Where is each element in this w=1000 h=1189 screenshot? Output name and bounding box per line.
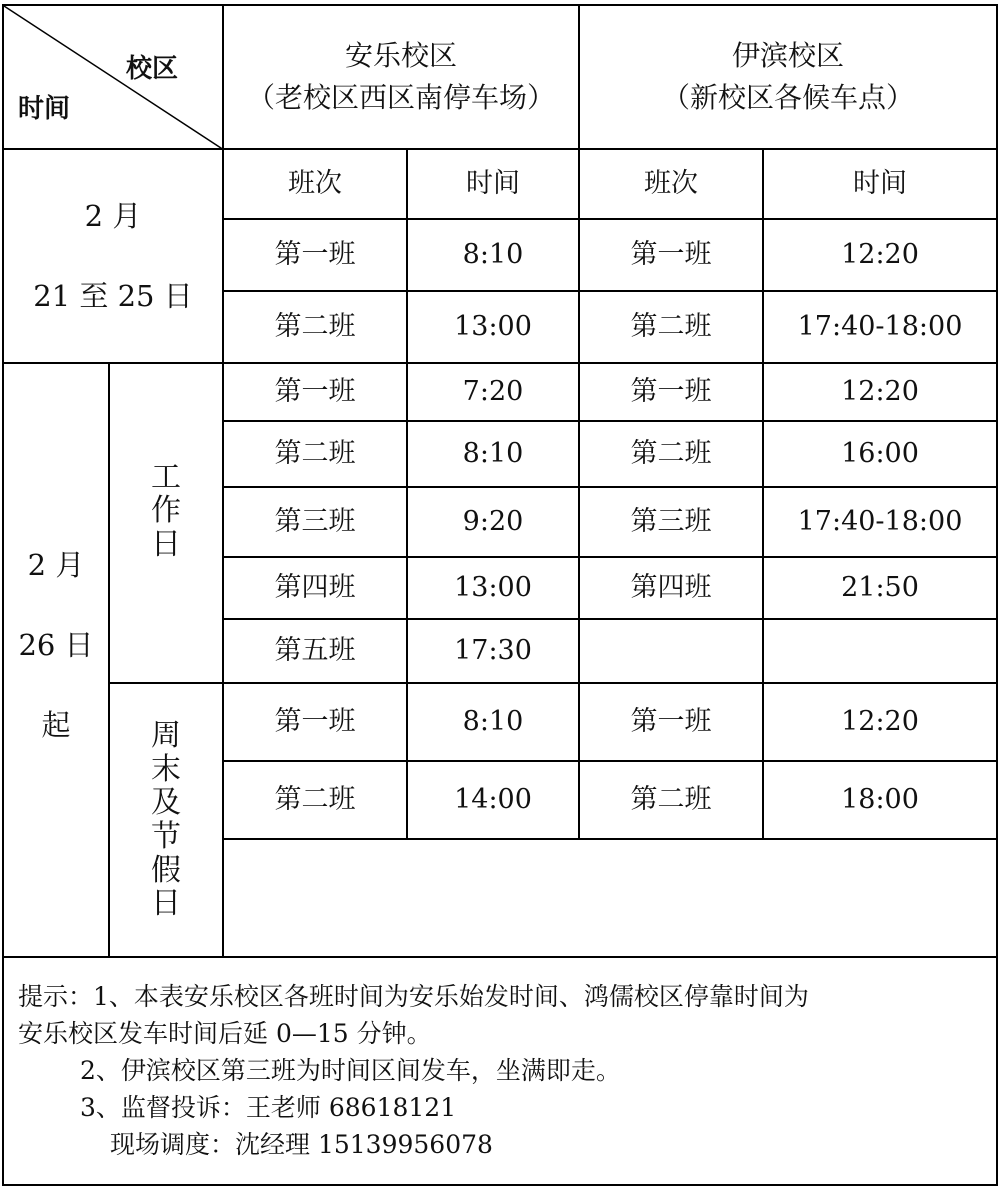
shift-a: 第二班 (274, 311, 356, 343)
note-line: 现场调度：沈经理 15139956078 (110, 1130, 493, 1159)
shift-a: 第五班 (274, 635, 356, 667)
weekend-label (110, 684, 222, 956)
shift-a: 第一班 (274, 706, 356, 738)
note-line: 3、监督投诉：王老师 68618121 (80, 1093, 457, 1122)
shift-b (580, 620, 762, 682)
shift-b: 第二班 (630, 784, 712, 816)
col-header-time-a: 时间 (466, 168, 520, 200)
period1-days: 21 至 25 日 (33, 279, 193, 313)
time-b: 17:40-18:00 (797, 506, 963, 538)
corner-time-label: 时间 (18, 94, 71, 124)
campus-a-header (224, 6, 578, 148)
time-a: 7:20 (462, 376, 524, 408)
workday-char: 工 (151, 459, 181, 495)
weekend-char: 节 (151, 819, 181, 854)
time-a: 9:20 (462, 506, 524, 538)
weekend-char: 周 (151, 718, 181, 754)
time-a: 8:10 (462, 706, 524, 738)
col-header-time-b: 时间 (853, 168, 907, 200)
rule (4, 956, 996, 958)
time-b: 12:20 (841, 706, 919, 738)
campus-b-name: 伊滨校区 (731, 39, 844, 72)
period2-label (4, 364, 108, 956)
period2-day: 26 日 (18, 628, 94, 662)
rule (224, 838, 996, 840)
time-b: 18:00 (841, 784, 919, 816)
campus-b-location: （新校区各候车点） (661, 81, 914, 114)
campus-b-header (580, 6, 996, 148)
time-b: 12:20 (841, 239, 919, 271)
weekend-char: 及 (151, 785, 181, 821)
time-b: 21:50 (841, 572, 919, 604)
period2-from: 起 (41, 708, 71, 742)
time-b: 16:00 (841, 438, 919, 470)
corner-diagonal (4, 6, 224, 150)
workday-label (110, 364, 222, 682)
shift-b: 第一班 (630, 239, 712, 271)
workday-char: 日 (151, 526, 181, 562)
shift-a: 第一班 (274, 239, 356, 271)
weekend-char: 日 (151, 886, 181, 922)
workday-char: 作 (151, 493, 181, 529)
shift-a: 第四班 (274, 572, 356, 604)
note-line: 提示：1、本表安乐校区各班时间为安乐始发时间、鸿儒校区停靠时间为 (18, 982, 809, 1011)
period1-label (4, 150, 222, 362)
weekend-char: 末 (151, 751, 181, 787)
shift-a: 第一班 (274, 376, 356, 408)
shift-a: 第二班 (274, 784, 356, 816)
time-b (764, 620, 996, 682)
time-a: 13:00 (454, 311, 532, 343)
shift-b: 第一班 (630, 706, 712, 738)
time-a: 17:30 (454, 635, 532, 667)
shift-b: 第四班 (630, 572, 712, 604)
time-a: 13:00 (454, 572, 532, 604)
shift-a: 第二班 (274, 438, 356, 470)
campus-a-location: （老校区西区南停车场） (246, 81, 555, 114)
shift-b: 第一班 (630, 376, 712, 408)
time-a: 14:00 (454, 784, 532, 816)
shift-b: 第二班 (630, 311, 712, 343)
weekend-char: 假 (151, 852, 181, 888)
period2-month: 2 月 (27, 548, 85, 582)
col-header-shift-a: 班次 (288, 168, 342, 200)
time-a: 8:10 (462, 239, 524, 271)
shift-a: 第三班 (274, 506, 356, 538)
shift-b: 第二班 (630, 438, 712, 470)
campus-a-name: 安乐校区 (344, 39, 457, 72)
notes-section (18, 978, 809, 1163)
time-a: 8:10 (462, 438, 524, 470)
corner-campus-label: 校区 (126, 54, 179, 84)
shift-b: 第三班 (630, 506, 712, 538)
schedule-table (2, 4, 998, 1186)
time-b: 12:20 (841, 376, 919, 408)
col-header-shift-b: 班次 (644, 168, 698, 200)
time-b: 17:40-18:00 (797, 311, 963, 343)
note-line: 2、伊滨校区第三班为时间区间发车，坐满即走。 (80, 1056, 621, 1085)
period1-month: 2 月 (84, 199, 142, 233)
note-line: 安乐校区发车时间后延 0—15 分钟。 (18, 1019, 432, 1048)
